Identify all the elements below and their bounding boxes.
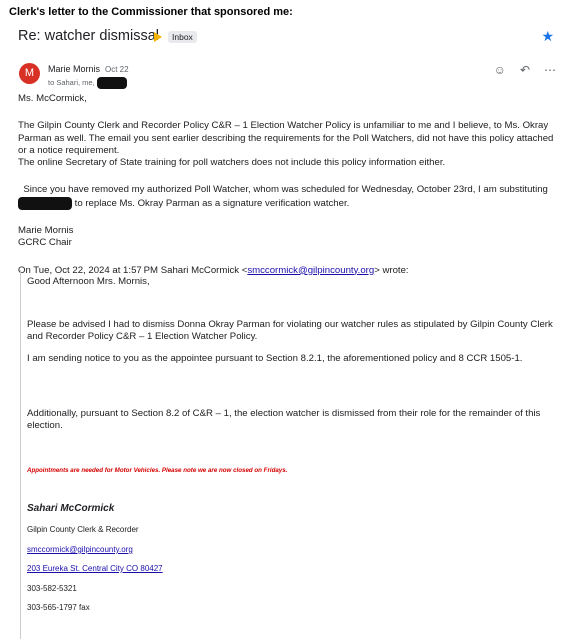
body-paragraph-3: Since you have removed my authorized Poll Watcher, whom was scheduled for Wednesday, October 23rd, I am substituting to replace Ms. Okray Parman as a signature verification watcher.	[18, 184, 558, 210]
sender-name[interactable]: Marie Mornis	[48, 64, 101, 74]
quoted-signature-address	[27, 563, 555, 575]
signature-address-link[interactable]: 203 Eureka St. Central City CO 80427	[27, 564, 163, 573]
sender-line	[48, 64, 129, 74]
email-subject: Re: watcher dismissal	[18, 28, 160, 44]
redaction-mark	[18, 197, 72, 210]
importance-marker-icon[interactable]	[154, 32, 162, 42]
emoji-icon[interactable]: ☺	[493, 63, 506, 77]
quoted-paragraph-2: I am sending notice to you as the appointee pursuant to Section 8.2.1, the aforementioned policy and 8 CCR 1505-1.	[27, 353, 523, 364]
quoted-paragraph-1: Please be advised I had to dismiss Donna Okray Parman for violating our watcher rules as stipulated by Gilpin County Clerk and Recorder Policy C&R – 1 Election Watcher Policy.	[27, 319, 553, 343]
body-paragraph-2: The online Secretary of State training for poll watchers does not include this policy information either.	[18, 157, 446, 169]
quoted-greeting: Good Afternoon Mrs. Mornis,	[27, 276, 150, 287]
greeting: Ms. McCormick,	[18, 93, 87, 104]
header-actions	[480, 63, 556, 77]
signature-title: GCRC Chair	[18, 237, 72, 249]
redaction-mark	[97, 77, 127, 89]
inbox-label-badge[interactable]: Inbox	[168, 31, 197, 43]
recipients-line[interactable]	[48, 77, 127, 89]
recipients-text: to Sahari, me,	[48, 77, 95, 87]
quoted-signature-name: Sahari McCormick	[27, 503, 115, 514]
signature-name: Marie Mornis	[18, 225, 74, 237]
star-icon[interactable]: ★	[541, 28, 554, 44]
quoted-paragraph-3: Additionally, pursuant to Section 8.2 of C&R – 1, the election watcher is dismissed from their role for the remainder of this election.	[27, 408, 541, 432]
quote-header-email-link[interactable]: smccormick@gilpincounty.org	[247, 264, 375, 276]
office-notice: Appointments are needed for Motor Vehicles. Please note we are now closed on Fridays.	[27, 467, 288, 474]
quoted-phone: 303-582-5321	[27, 584, 77, 593]
more-icon[interactable]: ⋯	[544, 63, 556, 77]
email-date: Oct 22	[105, 65, 129, 74]
quoted-fax: 303-565-1797 fax	[27, 603, 90, 612]
reply-icon[interactable]: ↶	[519, 63, 530, 77]
quoted-message	[20, 270, 561, 639]
body-paragraph-1: The Gilpin County Clerk and Recorder Policy C&R – 1 Election Watcher Policy is unfamiliar to me and I believe, to Ms. Okray Parman as well. The email you sent earlier describing the requirements for the Poll Watchers, did not have this policy attached or a notice requirement.	[18, 120, 554, 156]
image-caption: Clerk's letter to the Commissioner that sponsored me:	[9, 6, 293, 18]
quoted-signature-title: Gilpin County Clerk & Recorder	[27, 525, 139, 534]
message-body	[18, 92, 558, 277]
quoted-signature-email	[27, 544, 555, 556]
signature-email-link[interactable]: smccormick@gilpincounty.org	[27, 545, 133, 554]
subject-row	[18, 28, 556, 48]
sender-avatar[interactable]: M	[19, 63, 40, 84]
quote-header: On Tue, Oct 22, 2024 at 1:57 PM Sahari McCormick <smccormick@gilpincounty.org> wrote:	[18, 264, 409, 276]
